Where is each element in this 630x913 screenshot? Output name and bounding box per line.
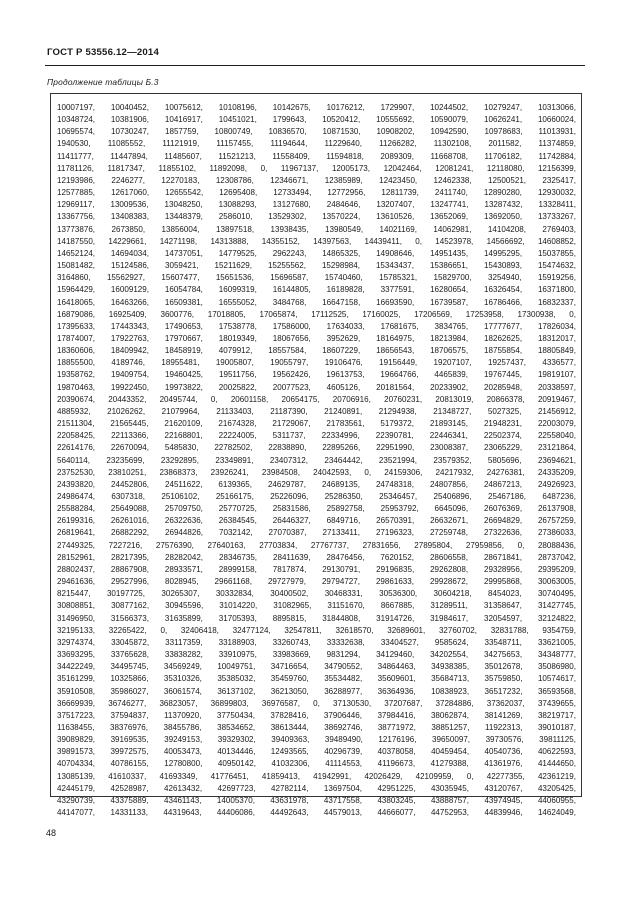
table-line: 42445179, 42528987, 42613432, 42697723, 42782114, 13697504, 42951225, 43035945, 43120767, 43205425, xyxy=(57,783,576,793)
table-line: 12969117, 13009536, 13048250, 13088293, 13127680, 2484646, 13207407, 13247741, 13287432, 13328411, xyxy=(57,200,576,210)
table-line: 22058425, 22113366, 22168801, 22224005, 5311737, 22334996, 22390781, 22446341, 22502374, 22558040, xyxy=(57,431,576,441)
table-line: 12577885, 12617060, 12655542, 12695408, 12733494, 12772956, 12811739, 2411740, 12890280, 12930032, xyxy=(57,188,576,198)
table-line: 14187550, 14229661, 14271198, 14313888, 14355152, 14397563, 14439411, 0, 14523978, 14566692, 14608852, xyxy=(57,236,576,246)
table-line: 37517223, 37594837, 11370920, 37750434, 37828416, 37906446, 37984416, 38062874, 38141269, 38219717, xyxy=(57,710,576,720)
table-line: 35910508, 35986027, 36061574, 36137102, 36213050, 36288977, 36364936, 10838923, 36517232, 36593568, xyxy=(57,686,576,696)
table-line: 28802437, 28867908, 28933571, 28999158, 7817874, 29130791, 29196835, 29262808, 29328956, 29395209, xyxy=(57,564,576,574)
table-line: 26199316, 26261016, 26322636, 26384545, 26446327, 6849716, 26570391, 26632671, 26694829, 26757259, xyxy=(57,516,576,526)
table-line: 15081482, 15124586, 3059421, 15211629, 15255562, 15298984, 15343437, 15386651, 15430893, 15474632, xyxy=(57,261,576,271)
table-continuation-caption: Продолжение таблицы Б.3 xyxy=(47,77,159,87)
table-line: 23752530, 23810251, 23868373, 23926241, 23984508, 24042593, 0, 24159306, 24217932, 24276381, 24335209, xyxy=(57,467,576,477)
table-line: 35161299, 10325866, 35310326, 35385032, 35459760, 35534482, 35609601, 35684713, 35759850, 10574617, xyxy=(57,674,576,684)
table-line: 13773876, 2673850, 13856004, 13897518, 13938435, 13980549, 14021169, 14062981, 14104208, 2769403, xyxy=(57,224,576,234)
table-line: 21511304, 21565445, 21620109, 21674328, 21729067, 21783561, 5179372, 21893145, 21948231, 22003079, xyxy=(57,419,576,429)
table-line: 25588284, 25649088, 25709750, 25770725, 25831586, 25892758, 25953792, 6645096, 26076369, 26137908, xyxy=(57,504,576,514)
table-line: 34422249, 34495745, 34569249, 10049751, 34716654, 34790552, 34864463, 34938385, 35012678, 35086980, xyxy=(57,662,576,672)
table-line: 29461636, 29527996, 8028945, 29661168, 29727979, 29794727, 29861633, 29928672, 29995868, 30063005, xyxy=(57,577,576,587)
table-line: 10007197, 10040452, 10075612, 10108196, 10142675, 10176212, 1729907, 10244502, 10279247, 10313066, xyxy=(57,103,576,112)
table-line: 5640114, 23235699, 23292895, 23349891, 23407312, 23464442, 23521994, 23579352, 5805696, 23694621, xyxy=(57,455,576,465)
table-line: 28152961, 28217395, 28282042, 28346735, 28411639, 28476456, 7620152, 28606558, 28671841, 28737042, xyxy=(57,552,576,562)
table-line: 18855500, 4189746, 18955481, 19005807, 19055797, 19106476, 19156449, 19207107, 19257437, 4336577, xyxy=(57,358,576,368)
table-line: 14652124, 14694034, 14737051, 14779525, 2962243, 14865325, 14908646, 14951435, 14995295, 15037855, xyxy=(57,248,576,258)
table-line: 12193986, 2246277, 12270183, 12308786, 12346671, 12385989, 12423450, 12462338, 12500521, 2325417, xyxy=(57,175,576,185)
table-line: 17395633, 17443343, 17490653, 17538778, 17586000, 17634033, 17681675, 3834765, 17777677, 17826034, xyxy=(57,321,576,331)
header-rule xyxy=(45,65,585,66)
table-line: 26819641, 26882292, 26944826, 7032142, 27070387, 27133411, 27196323, 27259748, 27322636, 27386033, xyxy=(57,528,576,538)
table-line: 19870463, 19922450, 19973822, 20025822, 20077523, 4605126, 20181564, 20233902, 20285948, 20338597, xyxy=(57,382,576,392)
table-line: 27449325, 7227216, 27576390, 27640163, 27703834, 27767737, 27831656, 27895804, 27959856, 0, 28088436, xyxy=(57,540,576,550)
table-line: 16418065, 16463266, 16509381, 16555052, 3484768, 16647158, 16693590, 16739587, 16786466, 16832337, xyxy=(57,297,576,307)
table-line: 24986474, 6307318, 25106102, 25166175, 25226096, 25286350, 25346457, 25406896, 25467186, 6487236, xyxy=(57,492,576,501)
table-line: 10695574, 10730247, 1857759, 10800749, 10836570, 10871530, 10908202, 10942590, 10978683, 11013931, xyxy=(57,127,576,137)
table-line: 43290739, 43375889, 43461143, 14005370, 43631978, 43717558, 43803245, 43888757, 43974945, 44060955, xyxy=(57,795,576,805)
table-line: 11411777, 11447894, 11485607, 11521213, 11558409, 11594818, 2089309, 11668708, 11706182, 11742884, xyxy=(57,151,576,161)
table-line: 24393820, 24452806, 24511622, 6139365, 24629787, 24689135, 24748318, 24807856, 24867213, 24926923, xyxy=(57,479,576,489)
table-line: 39089829, 39169535, 39249153, 39329302, 39409363, 39489490, 12176196, 39650097, 39730576, 39811125, xyxy=(57,735,576,745)
table-number-list xyxy=(57,102,576,819)
table-line: 19358762, 19409754, 19460425, 19511756, 19562426, 19613753, 19664766, 4465839, 19767445, 19819107, xyxy=(57,370,576,380)
table-line: 4885932, 21026262, 21079964, 21133403, 21187390, 21240891, 21294938, 21348727, 5027325, 21456912, xyxy=(57,406,576,416)
table-line: 13367756, 13408383, 13448379, 2586010, 13529302, 13570224, 13610526, 13652069, 13692050, 13733267, xyxy=(57,212,576,222)
table-line: 17874007, 17922763, 17970667, 18019349, 18067656, 3952629, 18164975, 18213984, 18262625, 18312017, xyxy=(57,333,576,343)
table-b3-cell xyxy=(50,93,582,818)
table-line: 1940530, 11085552, 11121919, 11157455, 11194644, 11229640, 11266282, 11302108, 2011582, 11374859, xyxy=(57,139,576,149)
table-line: 15964429, 16009129, 16054784, 16099319, 16144805, 16189828, 3377591, 16280654, 16326454, 16371800, xyxy=(57,285,576,295)
table-line: 20390674, 20443352, 20495744, 0, 20601158, 20654175, 20706916, 20760231, 20813019, 20866378, 20919467, xyxy=(57,394,576,404)
page-number: 48 xyxy=(46,828,57,838)
table-line: 16879086, 16925409, 3600776, 17018805, 17065874, 17112525, 17160025, 17206569, 17253958, 17300938, 0, xyxy=(57,309,576,319)
table-line: 40704334, 40786155, 12780800, 40950142, 41032306, 41114553, 41196673, 41279388, 41361976, 41444650, xyxy=(57,759,576,769)
table-line: 32195133, 32265422, 0, 32406418, 32477124, 32547811, 32618570, 32689601, 32760702, 32831788, 9354759, xyxy=(57,625,576,635)
table-line: 11781126, 11817347, 11855102, 11892098, 0, 11967137, 12005173, 12042464, 12081241, 12118080, 12156399, xyxy=(57,163,576,173)
table-line: 8215447, 30197725, 30265307, 30332834, 30400502, 30468331, 30536300, 30604218, 8454023, 30740495, xyxy=(57,589,576,599)
table-line: 32974374, 33045872, 33117359, 33188903, 33260743, 33332638, 33404527, 9585624, 33548711, 33621005, xyxy=(57,637,576,647)
table-line: 11638455, 38376976, 38455786, 38534652, 38613444, 38692746, 38771972, 38851257, 11922313, 39010187, xyxy=(57,722,576,732)
table-line: 44147077, 14331133, 44319643, 44406086, 44492643, 44579013, 44666077, 44752953, 44839946, 14624049, xyxy=(57,808,576,818)
table-line: 18360606, 18409942, 18458919, 4079912, 18557584, 18607229, 18656543, 18706575, 18755854, 18805849, xyxy=(57,346,576,356)
table-line: 33693295, 33765628, 33838282, 33910975, 33983669, 9831294, 34129460, 34202554, 34275653, 34348777, xyxy=(57,650,576,660)
table-line: 13085139, 41610337, 41693349, 41776451, 41859413, 41942991, 42026429, 42109959, 0, 42277355, 42361219, xyxy=(57,771,576,781)
table-line: 31496950, 31566373, 31635899, 31705393, 8895815, 31844808, 31914726, 31984617, 32054597, 32124822, xyxy=(57,613,576,623)
table-line: 36669939, 36746277, 36823057, 36899803, 36976587, 0, 37130530, 37207687, 37284886, 37362037, 37439655, xyxy=(57,698,576,708)
table-line: 10348724, 10381906, 10416917, 10451021, 1799643, 10520412, 10555692, 10590079, 10626241, 10660024, xyxy=(57,115,576,125)
table-line: 3164860, 15562927, 15607477, 15651536, 15696587, 15740460, 15785321, 15829700, 3254940, 15919256, xyxy=(57,273,576,283)
table-line: 30808851, 30877162, 30945596, 31014220, 31082965, 31151670, 8667885, 31289511, 31358647, 31427745, xyxy=(57,601,576,611)
table-line: 22614176, 22670094, 5485830, 22782502, 22838890, 22895266, 22951990, 23008387, 23065229, 23121864, xyxy=(57,443,576,453)
table-line: 39891573, 39972575, 40053473, 40134446, 12493565, 40296739, 40378058, 40459454, 40540736, 40622593, xyxy=(57,747,576,757)
document-header: ГОСТ Р 53556.12—2014 xyxy=(47,47,160,58)
